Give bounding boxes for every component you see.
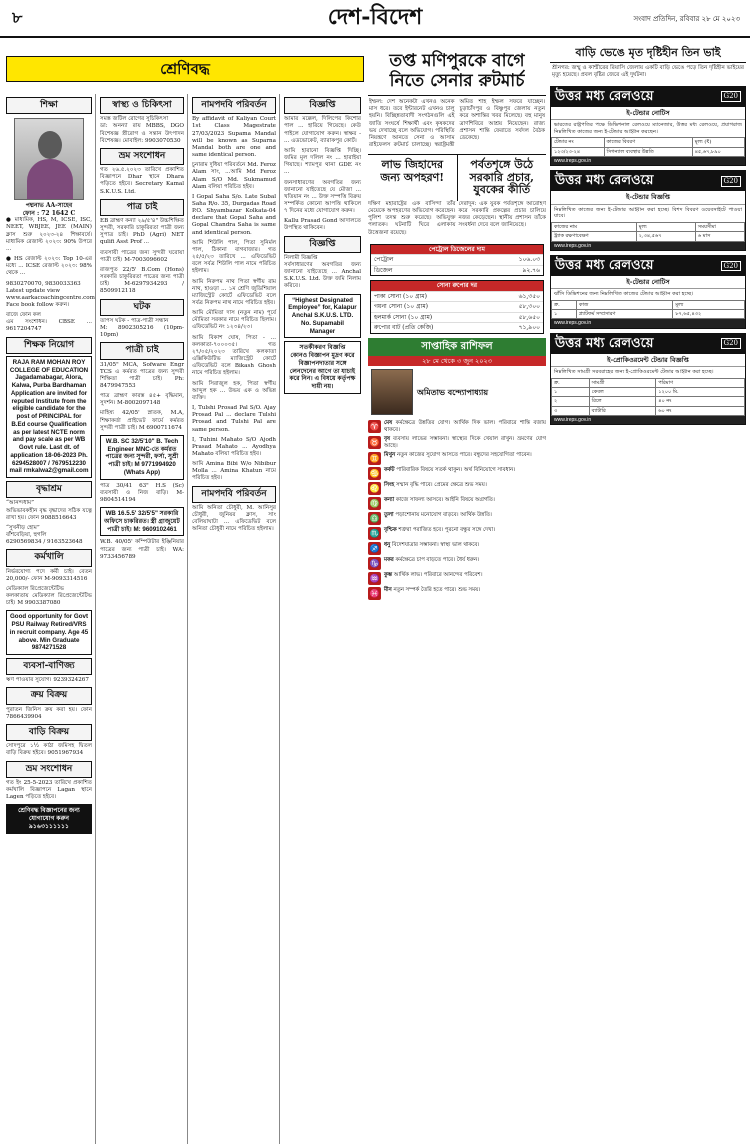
zodiac-text: মেষ কর্মক্ষেত্রে উন্নতির যোগ। আর্থিক দিক ভাল। পরিবারে শান্তি বজায় থাকবে। xyxy=(384,420,546,434)
classified-column-4 xyxy=(284,94,364,1144)
rate-value: ১০৬.০৩ xyxy=(518,256,540,264)
ad-text: ● HS রেজাল্ট ২০২৩: Top 10-এর মধ্যে ... ICSE রেজাল্ট ২০২৩: 98% থেকে ... xyxy=(6,256,92,277)
rate-item: গয়না সোনা (১০ গ্রাম) xyxy=(374,303,429,311)
ad-text: আমি মৌমিতা দাস (নতুন নাম) পূর্বে মৌমিতা সরকার নামে পরিচিত ছিলাম। এফিডেভিট নং ১২৩৪/২৩। xyxy=(192,310,276,331)
ad-text: নিলামী বিজ্ঞপ্তি সর্বসাধারণের অবগতির জন্য জানানো যাইতেছে ... Anchal S.K.U.S. Ltd. উক্ত জমি নিলাম করিবে। xyxy=(284,254,361,290)
notice-body: নিম্নলিখিত সামগ্রী সরবরাহের জন্য ই-প্রোকিওরমেন্ট টেন্ডার আহ্বান করা হচ্ছে। xyxy=(554,369,714,375)
lead-headline: তপ্ত মণিপুরকে বাগে নিতে সেনার রুটমার্চ xyxy=(368,44,546,96)
railway-name: উত্তর মধ্য রেলওয়ে xyxy=(555,88,654,104)
zodiac-taurus-icon: ♉ xyxy=(369,438,380,448)
table-row: ক্র. সামগ্রী পরিমাণ xyxy=(552,378,745,387)
section-title: দেশ-বিদেশ xyxy=(327,4,423,30)
zodiac-aquarius-icon: ♒ xyxy=(369,574,380,584)
zodiac-text: মীন নতুন সম্পর্ক তৈরি হতে পারে। শুভ সময়। xyxy=(384,587,481,594)
ad-text: By affidavit of Kaliyan Court 1st Class Magestrate 27/03/2023 Supama Mandal will be known as Suparna Mandal both are one and same identical person. xyxy=(192,116,276,159)
ad-text: আমি Amina Bibi W/o Nibibur Molla ... Amina Khatun নামে পরিচিত হইব। xyxy=(192,461,276,482)
boxed-ad: “Highest Designated Employee” for, Kalapur Anchal S.K.U.S. LTD. No. Supamabil Manager xyxy=(284,294,361,339)
zodiac-entry xyxy=(368,512,546,525)
railway-notice xyxy=(550,170,746,251)
zodiac-text: বৃশ্চিক শত্রুরা পরাজিত হবে। পুরনো বন্ধুর সঙ্গে দেখা। xyxy=(384,527,496,534)
g20-logo-icon: G20 xyxy=(721,338,742,349)
table-row: ক্র. কাজ মূল্য xyxy=(552,300,745,309)
photo-head-shape xyxy=(38,131,62,159)
rate-item: রুপোর বাট (প্রতি কেজি) xyxy=(374,324,434,332)
ad-text: I, Tulshi Prosad Pal S/O. Ajay Prosad Pal ... declare Tulshi Prosad and Tulshi Pal are same person. xyxy=(192,405,276,433)
category-heading: স্বাস্থ্য ও চিকিৎসা xyxy=(100,97,184,114)
ad-text: ঋণ পাওয়ার সুযোগ। 9239324267 xyxy=(6,677,89,684)
zodiac-entry xyxy=(368,452,546,465)
rate-value: ৭১,৯০০ xyxy=(518,324,540,332)
notice-table xyxy=(551,222,745,242)
zodiac-text: মিথুন নতুন কাজের সুযোগ আসতে পারে। বন্ধুদের সহযোগিতা পাবেন। xyxy=(384,452,532,459)
category-heading: ঘটক xyxy=(100,299,184,316)
rate-row xyxy=(371,291,543,302)
category-heading: বিজ্ঞপ্তি xyxy=(284,236,361,253)
story-headline: পর্বতশৃঙ্গে উঠে সরকারি প্রচার, যুবকের কীর্তি xyxy=(457,155,547,201)
ad-text: আমি হারানো বিজ্ঞপ্তি দিচ্ছি। জমির মূল দলিল নং ... হারাইয়া গিয়াছে। শ্যামপুর থানা GDE নং ... xyxy=(284,147,361,176)
category-heading: পাত্র চাই xyxy=(100,199,184,216)
zodiac-entry xyxy=(368,420,546,434)
rate-item: পেট্রোল xyxy=(374,256,394,264)
classified-column-1 xyxy=(6,94,96,1144)
ad-text: EB ব্রাহ্মণ কন্যা ২৯/৫'৪" উচ্চশিক্ষিত সুন্দরী, সরকারি চাকুরিরতা পাত্রী জন্য সুপাত্র চাই। PhD (Agri) NET qulifi Asst Prof ... xyxy=(100,218,184,246)
classified-section xyxy=(6,44,364,1144)
zodiac-libra-icon: ♎ xyxy=(369,514,380,524)
rate-row xyxy=(371,254,543,265)
ad-text: গত ইং 25-5-2023 তারিখে প্রকাশিত কর্মখালি বিজ্ঞাপনে Lagan স্থানে Lagen পড়িতে হইবে। xyxy=(6,779,92,801)
rate-value: ৫৮,৬৫০ xyxy=(518,313,540,321)
category-heading: শিক্ষক নিয়োগ xyxy=(6,337,92,354)
ad-text: Kallu Prasad Gond আদালতে উপস্থিত থাকিবেন। xyxy=(284,218,361,232)
ad-text: জনসাধারণের অবগতির জন্য জানানো যাইতেছে যে মৌজা ... খতিয়ান নং ... উক্ত সম্পত্তি বিক্রয় সম্পর্কিত কোনো আপত্তি থাকিলে ৭ দিনের মধ্যে যোগাযোগ করুন। xyxy=(284,179,361,215)
zodiac-text: তুলা পড়াশোনায় মনোযোগ বাড়বে। আর্থিক উন্নতি। xyxy=(384,512,492,519)
railway-name: উত্তর মধ্য রেলওয়ে xyxy=(555,257,654,273)
railway-name: উত্তর মধ্য রেলওয়ে xyxy=(555,335,654,351)
photo-caption: পদ্মনাভ AA-সাহেব ফোন : 72 1642 C xyxy=(22,202,76,217)
zodiac-aries-icon: ♈ xyxy=(369,422,380,432)
boxed-ad: RAJA RAM MOHAN ROY COLLEGE OF EDUCATION Jagadamabagar, Alora, Kalwa, Purba Bardhaman Application are invited for reputed Institute from the eligible candidate for the post of PRINCIPAL for B.Ed course Qualification as per latest NCTE norm and pay scale as per WB Govt rule. Last dt. of application 18-06-2023 Ph. 6294528007 / 7679512230 mail rmkalwa2@gmail.com xyxy=(6,356,92,478)
boxed-ad: W.B. SC 32/5'10" B. Tech Engineer MNC-তে কর্মরত পাত্রের জন্য সুন্দরী, ফর্সা, সুশ্রী পাত্রী চাই। M 9771994920 (Whats App) xyxy=(100,435,184,480)
category-heading: নামপদবি পরিবর্তন xyxy=(192,486,276,503)
story-body: শ্রীনগর: জম্মু ও কাশ্মীরের রিয়াসি জেলায় একটি বাড়ি ভেঙে পড়ে তিন দৃষ্টিহীন ভাইয়ের মৃত্যু হয়েছে। প্রবল বৃষ্টির জেরে এই দুর্ঘটনা। xyxy=(552,65,744,79)
railway-notice-header xyxy=(551,334,745,354)
lead-story-body: ইম্ফল: দেশ অনেকটা এখনও অনেক মাস ধরে। তবে ইন্টারনেট এখনও চালু হয়নি। বিচ্ছিন্নতাবাদী সংগঠনগুলি এই জাতি সংঘর্ষে শিক্ষার্থী এবং কৃষকদের ভয় দেখাচ্ছে বলে অভিযোগ। পরিস্থিতি নিয়ন্ত্রণে আনতে সেনা ও আসাম রাইফেলস রুটমার্চ চালাচ্ছে। স্বরাষ্ট্রমন্ত্রী অমিত শাহ ইম্ফল সফরে যাচ্ছেন। চূড়াচাঁদপুর ও বিষ্ণুপুর জেলায় নতুন করে অশান্তির খবর মিলেছে। বহু মানুষ ত্রাণশিবিরে আশ্রয় নিয়েছেন। রাজ্য প্রশাসন শান্তি ফেরাতে সর্বদল বৈঠক ডেকেছে। xyxy=(369,99,545,148)
horoscope-date: ২৮ মে থেকে ৩ জুন ২০২৩ xyxy=(368,356,546,366)
ad-text: পুরাতন জিনিস ক্রয় করা হয়। ফোন 7866439904 xyxy=(6,706,92,720)
notice-title: ই-প্রোকিওরমেন্ট টেন্ডার বিজ্ঞপ্তি xyxy=(551,354,745,367)
page-number: ৮ xyxy=(12,8,23,27)
rate-item: পাকা সোনা (১০ গ্রাম) xyxy=(374,292,427,300)
horoscope-signs xyxy=(368,420,546,600)
ad-text: “সুখনীড় হোম” বাঁশবেড়িয়া, হুগলি 6290569834 / 9163523648 xyxy=(6,524,83,546)
notice-title: ই-টেন্ডার বিজ্ঞপ্তি xyxy=(551,191,745,204)
zodiac-entry xyxy=(368,482,546,495)
table-row: ২ রিলে ৪০ নং xyxy=(552,397,745,406)
sub-headlines xyxy=(368,154,546,201)
ad-text: 31/05" MCA, Sofware Engr TCS এ কর্মরত পাত্রের জন্য সুন্দরী শিক্ষিতা পাত্রী চাই। Ph: 8479947553 xyxy=(100,361,184,389)
zodiac-cancer-icon: ♋ xyxy=(369,469,380,479)
notice-table xyxy=(551,300,745,320)
ad-text: ব্যবসায়ী পাত্রের জন্য সুন্দরী ঘরোয়া পাত্রী চাই। M-7003096602 xyxy=(100,249,184,263)
gold-rate-title: সোনা রুপোর দর xyxy=(371,281,543,291)
news-column xyxy=(368,44,546,1144)
railway-notice xyxy=(550,86,746,167)
ad-text: আমি বিকাশ ঘোষ, পিতা - ... কলকাতা-৭০০০৩৫। গত ২৭/০৫/২০২৩ তারিখে কলকাতা এক্সিকিউটিভ ম্যাজিস্ট্রেট কোর্টে এফিডেভিট বলে Bikash Ghosh নামে পরিচিত হইলাম। xyxy=(192,334,276,377)
classified-contact-box: শ্রেণিবদ্ধ বিজ্ঞাপনের জন্য যোগাযোগ করুন ৯১৬৩১১১১১১ xyxy=(6,804,92,833)
zodiac-text: কর্কট পারিবারিক বিষয়ে সতর্ক থাকুন। অর্থ বিনিয়োগে সাবধান। xyxy=(384,467,516,474)
table-row: কাজের নাম মূল্য সময়সীমা xyxy=(552,223,745,232)
horoscope-writer xyxy=(368,366,546,418)
ad-text: I, Tuhini Mahato S/O Ajodh Prasad Mahato ... Ayodhya Mahato বলিয়া পরিচিত হইব। xyxy=(192,436,276,457)
writer-name: অমিতাভ বন্দ্যোপাধ্যায় xyxy=(417,387,489,398)
notice-title: ই-টেন্ডার নোটিস xyxy=(551,276,745,289)
rate-row xyxy=(371,322,543,333)
ad-text: আমি সিরাজুল হক, পিতা স্বর্গীয় আব্দুল হক ... উভয় এক ও অভিন্ন ব্যক্তি। xyxy=(192,380,276,401)
ad-text: ● মাধ্যমিক, HS, M, ICSE, ISC, NEET, WBJEE, JEE (MAIN) ক্লাস শুরু ২০২৩-২৪ শিক্ষাবর্ষে। মাধ্যমিক রেজাল্ট ২০২৩: 90% উপরে ... xyxy=(6,217,92,252)
story-headline: বাড়ি ভেঙে মৃত দৃষ্টিহীন তিন ভাই xyxy=(550,44,746,63)
category-heading: ব্যবসা-বাণিজ্য xyxy=(6,658,92,675)
category-heading: ভ্রম সংশোধন xyxy=(100,148,184,165)
notice-footer: www.ireps.gov.in xyxy=(551,416,745,424)
table-row: ১ কেবল ১২০০ মি. xyxy=(552,388,745,397)
ad-text: সোদপুরে ১½ কাঠা জমিসহ দ্বিতল বাড়ি বিক্রয় হইবে। 9051967934 xyxy=(6,743,92,757)
ad-text: 9830270070, 9830033363 Latest update view www.aarkacoachingcentre.com Face book follow করুন। xyxy=(6,280,95,308)
rate-value: ৬১,৩৫০ xyxy=(518,292,540,300)
notice-footer: www.ireps.gov.in xyxy=(551,319,745,327)
g20-logo-icon: G20 xyxy=(721,91,742,102)
zodiac-gemini-icon: ♊ xyxy=(369,454,380,464)
boxed-ad: WB 16.5.5' 32/5'5" সরকারি অফিসে চাকরিরত। স্ত্রী গ্রাজুয়েট পাত্রী চাই। M: 9609102461 xyxy=(100,507,184,536)
horoscope-title: সাপ্তাহিক রাশিফল xyxy=(368,338,546,357)
ad-text: পাত্র ব্রাহ্মণ কারস্ত ৪৫+ বৃদ্ধিমান, সুদর্শন। M-8002097148 xyxy=(100,393,184,407)
story-body: দক্ষিণ মহারাষ্ট্রের এক বাসিন্দা তাঁর মেয়েকে অপহরণের অভিযোগ করেছেন। পুলিশ তদন্ত শুরু করেছে। অভিযুক্ত পলাতক। ঘটনাটি ঘিরে এলাকায় উত্তেজনা রয়েছে। xyxy=(368,201,456,236)
category-heading: ভ্রম সংশোধন xyxy=(6,761,92,778)
ad-text: গত ২৬.৫.২০২৩ তারিখে প্রকাশিত বিজ্ঞাপনে Dhar স্থানে Dhara পড়িতে হইবে। Secretary Kamal S.K.U.S. Ltd. xyxy=(100,167,184,195)
railway-notice-header xyxy=(551,87,745,107)
zodiac-text: কন্যা কাজে সাফল্য আসবে। আইনি বিষয়ে অগ্রগতি। xyxy=(384,497,495,504)
warning-notice-box: সতর্কীকরণ বিজ্ঞপ্তি কোনও বিজ্ঞাপন মুদ্রণ করে বিজ্ঞাপনদাতার সঙ্গে লেনদেনের আগে তা যাচাই করে নিন। এ বিষয়ে কর্তৃপক্ষ দায়ী নয়। xyxy=(284,341,361,394)
classified-header xyxy=(6,56,364,82)
zodiac-entry xyxy=(368,557,546,570)
ad-text: রাজপুত 22/5' B.Com (Hons) সরকারি চাকুরিরতা পাত্রের জন্য পাত্রী চাই। M-6297934293 / 8509912118 xyxy=(100,266,184,295)
zodiac-entry xyxy=(368,587,546,600)
railway-notice-header xyxy=(551,256,745,276)
fuel-rate-title: পেট্রোল ডিজেলের দাম xyxy=(371,245,543,255)
zodiac-entry xyxy=(368,572,546,585)
zodiac-sagittarius-icon: ♐ xyxy=(369,544,380,554)
ad-text: নির্ভরযোগ্য পদে কর্মী চাই। বেতন 20,000/- ফোন M-9093314516 xyxy=(6,568,92,582)
category-heading: কর্মখালি xyxy=(6,549,92,566)
zodiac-text: বৃষ ব্যবসায় লাভের সম্ভাবনা। স্বাস্থ্যের দিকে খেয়াল রাখুন। ভ্রমণের যোগ আছে। xyxy=(384,436,546,450)
writer-photo xyxy=(371,369,413,415)
classified-header-label: শ্রেণিবদ্ধ xyxy=(160,60,210,78)
zodiac-entry xyxy=(368,527,546,540)
ad-text: সমস্ত জটিল রোগের সুচিকিৎসা ডা: অনন্যা রায় MBBS, DGO বিশেষজ্ঞ স্ত্রীরোগ ও সন্তান উৎপাদন বিশেষজ্ঞ। মোবাইল: 9903070530 xyxy=(100,116,184,144)
classified-column-2 xyxy=(100,94,188,1144)
date-line: সংবাদ প্রতিদিন, রবিবার ২৮ মে ২০২৩ xyxy=(633,15,740,23)
zodiac-text: কুম্ভ আর্থিক লাভ। পরিবারে আনন্দের পরিবেশ। xyxy=(384,572,483,579)
category-heading: পাত্রী চাই xyxy=(100,342,184,359)
zodiac-text: মকর কর্মক্ষেত্রে চাপ বাড়তে পারে। ধৈর্য ধরুন। xyxy=(384,557,480,564)
g20-logo-icon: G20 xyxy=(721,261,742,272)
notice-body: ঝাঁসি ডিভিশনের জন্য নিম্নলিখিত কাজের টেন্ডার আহ্বান করা হচ্ছে। xyxy=(554,291,694,298)
ad-text: I Gopal Saha S/o. Late Subal Saha R/o. 35, Durgadas Road P.O. Shyambazar Kolkata-04 declare that Gopal Saha and Gopal Chandra Saha is same and identical person. xyxy=(192,193,276,236)
category-heading: বিজ্ঞপ্তি xyxy=(284,97,361,114)
ad-text: তাপস ঘটক - পাত্র-পাত্রী সন্ধান M: 8902305216 (10pm-10pm) xyxy=(100,317,184,339)
railway-notice-header xyxy=(551,171,745,191)
ad-text: আমি শিউলি পাল, পিতা সুনির্মল পাল, ঠিকানা বাগবাজার। গত ২৫/৫/২৩ তারিখে ... এফিডেভিট বলে সর্বত্র শিউলি পাল নামে পরিচিত হইলাম। xyxy=(192,239,276,275)
notice-table xyxy=(551,137,745,157)
zodiac-text: ধনু বিদেশযাত্রার সম্ভাবনা। স্বাস্থ্য ভাল থাকবে। xyxy=(384,542,480,549)
rate-value: ৯২.৭৬ xyxy=(522,266,540,274)
notice-body: নিম্নলিখিত কাজের জন্য ই-টেন্ডার আহ্বান করা হচ্ছে। বিশদ বিবরণ ওয়েবসাইটে পাওয়া যাবে। xyxy=(554,206,742,220)
classified-column-3 xyxy=(192,94,280,1144)
table-row: টেন্ডার নং কাজের বিবরণ মূল্য (₹) xyxy=(552,138,745,147)
zodiac-virgo-icon: ♍ xyxy=(369,499,380,509)
notice-table xyxy=(551,378,745,416)
table-row: ৩ ব্যাটারি ৬০ নং xyxy=(552,406,745,415)
ad-text: চুনারাম দুধিয়া পরিবর্তনে Md. Feroz Alam সাং, ...আমি Md Feroz Alam S/O Md. Sukmamud Alam বলিয়া পরিচিত হইব। xyxy=(192,162,276,190)
rate-value: ৫৮,৩০০ xyxy=(518,303,540,311)
zodiac-leo-icon: ♌ xyxy=(369,484,380,494)
boxed-ad: Good opportunity for Govt PSU Railway Retired/VRS in recruit company. Age 45 above. Min Graduate 9874271528 xyxy=(6,610,92,655)
category-heading: বাড়ি বিক্রয় xyxy=(6,724,92,741)
table-row: ১২৩/২৩-২৪ সিগন্যাল ব্যবস্থার উন্নতি ৪৫,৬৭,৮৯০ xyxy=(552,147,745,156)
zodiac-capricorn-icon: ♑ xyxy=(369,559,380,569)
zodiac-entry xyxy=(368,497,546,510)
ad-text: বাজে ফোন কল এম সংশোধন। CBSE ... 9617204747 xyxy=(6,312,92,333)
ad-text: মেডিক্যাল রিপ্রেজেন্টেটিভ কলকাতায় মেডিক্যাল রিপ্রেজেন্টেটিভ চাই। M 9903387080 xyxy=(6,585,92,607)
category-heading: ক্রয় বিক্রয় xyxy=(6,687,92,704)
zodiac-entry xyxy=(368,542,546,555)
advertiser-photo xyxy=(14,118,84,200)
gold-rate-box xyxy=(370,280,544,334)
story-bodies xyxy=(368,201,546,240)
rate-item: ডিজেল xyxy=(374,266,393,274)
photo-body-shape xyxy=(27,159,73,199)
ad-text: আমি অনিতা চৌধুরী, M. আনিসুর চৌধুরী, জুনিয়র ক্লাস, সাং বেলিয়াঘাটা ... এফিডেভিট বলে অনিতা চৌধুরী নামে পরিচিত হইলাম। xyxy=(192,504,276,533)
rate-row xyxy=(371,312,543,323)
g20-logo-icon: G20 xyxy=(721,176,742,187)
zodiac-scorpio-icon: ♏ xyxy=(369,529,380,539)
notice-title: ই-টেন্ডার নোটিস xyxy=(551,107,745,120)
story-body: দেরাদুন: এক যুবক পর্বতশৃঙ্গে আরোহণ করে সরকারি প্রকল্পের প্রচার চালিয়ে নজর কেড়েছেন। স্থানীয় প্রশাসন তাঁকে সংবর্ধনা দেবে বলে জানিয়েছে। xyxy=(458,201,546,229)
ad-text: W.B. 40/05' কম্পিউটার ইঞ্জিনিয়ার পাত্রের জন্য পাত্রী চাই। WA: 9733456789 xyxy=(100,539,184,560)
ad-text: আমার মক্কেল, দিলিপের কিশোর পাল ... হারিয়ে গিয়েছে। কেউ পাইলে যোগাযোগ করুন। স্বাক্ষর - ... এডভোকেট, ব্যারাকপুর কোর্ট। xyxy=(284,116,361,144)
zodiac-entry xyxy=(368,436,546,450)
right-column xyxy=(550,44,746,1144)
masthead xyxy=(0,0,750,38)
rate-item: হলমার্ক সোনা (১০ গ্রাম) xyxy=(374,313,433,321)
category-heading: নামপদবি পরিবর্তন xyxy=(192,97,276,114)
story-headline: লাভ জিহাদের জন্য অপহরণ! xyxy=(380,158,445,184)
ad-text: পাত্র 30/41 63" H.S (Sc) ব্যবসায়ী ও নিজ বাড়ি। M-9804514194 xyxy=(100,482,184,503)
rate-row xyxy=(371,301,543,312)
table-row: ১ প্ল্যাটফর্ম সম্প্রসারণ ৮৭,৬৫,৪৩২ xyxy=(552,310,745,319)
zodiac-entry xyxy=(368,467,546,480)
notice-footer: www.ireps.gov.in xyxy=(551,157,745,165)
railway-name: উত্তর মধ্য রেলওয়ে xyxy=(555,173,654,189)
ad-text: “আনন্দধাম” অভিভাবকহীন বৃদ্ধ বৃদ্ধাদের সঠিক যত্নে রাখা হয়। ফোন 9088516643 xyxy=(6,500,92,521)
category-heading: শিক্ষা xyxy=(6,97,92,114)
rate-row xyxy=(371,265,543,276)
railway-notice xyxy=(550,255,746,329)
ad-text: আমি নিরুপম নাথ পিতা স্বর্গীয় রাম নাথ, হাওড়া ... ১ম শ্রেণি জুডিশিয়াল ম্যাজিস্ট্রেট কোর্টে এফিডেভিট বলে সর্বত্র নিরুপম নাথ নামে পরিচিত হইব। xyxy=(192,278,276,306)
zodiac-pisces-icon: ♓ xyxy=(369,589,380,599)
ad-text: মাহিষ্য 42/05' স্নাতক, M.A, শিক্ষাকর্তা প্রাইভেট ফার্মে কর্মরত সুন্দরী পাত্রী চাই। M 6900711674 xyxy=(100,410,184,431)
fuel-rate-box xyxy=(370,244,544,277)
zodiac-text: সিংহ সম্মান বৃদ্ধি পাবে। প্রেমের ক্ষেত্রে শুভ সময়। xyxy=(384,482,487,489)
table-row: ট্র্যাক রক্ষণাবেক্ষণ ২,৩৪,৫৬৭ ৬ মাস xyxy=(552,232,745,241)
railway-notice xyxy=(550,333,746,425)
category-heading: বৃদ্ধাশ্রম xyxy=(6,481,92,498)
notice-footer: www.ireps.gov.in xyxy=(551,242,745,250)
notice-body: ভারতের রাষ্ট্রপতির পক্ষে ডিভিশনাল রেলওয়ে ম্যানেজার, উত্তর মধ্য রেলওয়ে, প্রয়াগরাজ নিম্নলিখিত কাজের জন্য ই-টেন্ডার আহ্বান করছেন। xyxy=(554,121,742,135)
